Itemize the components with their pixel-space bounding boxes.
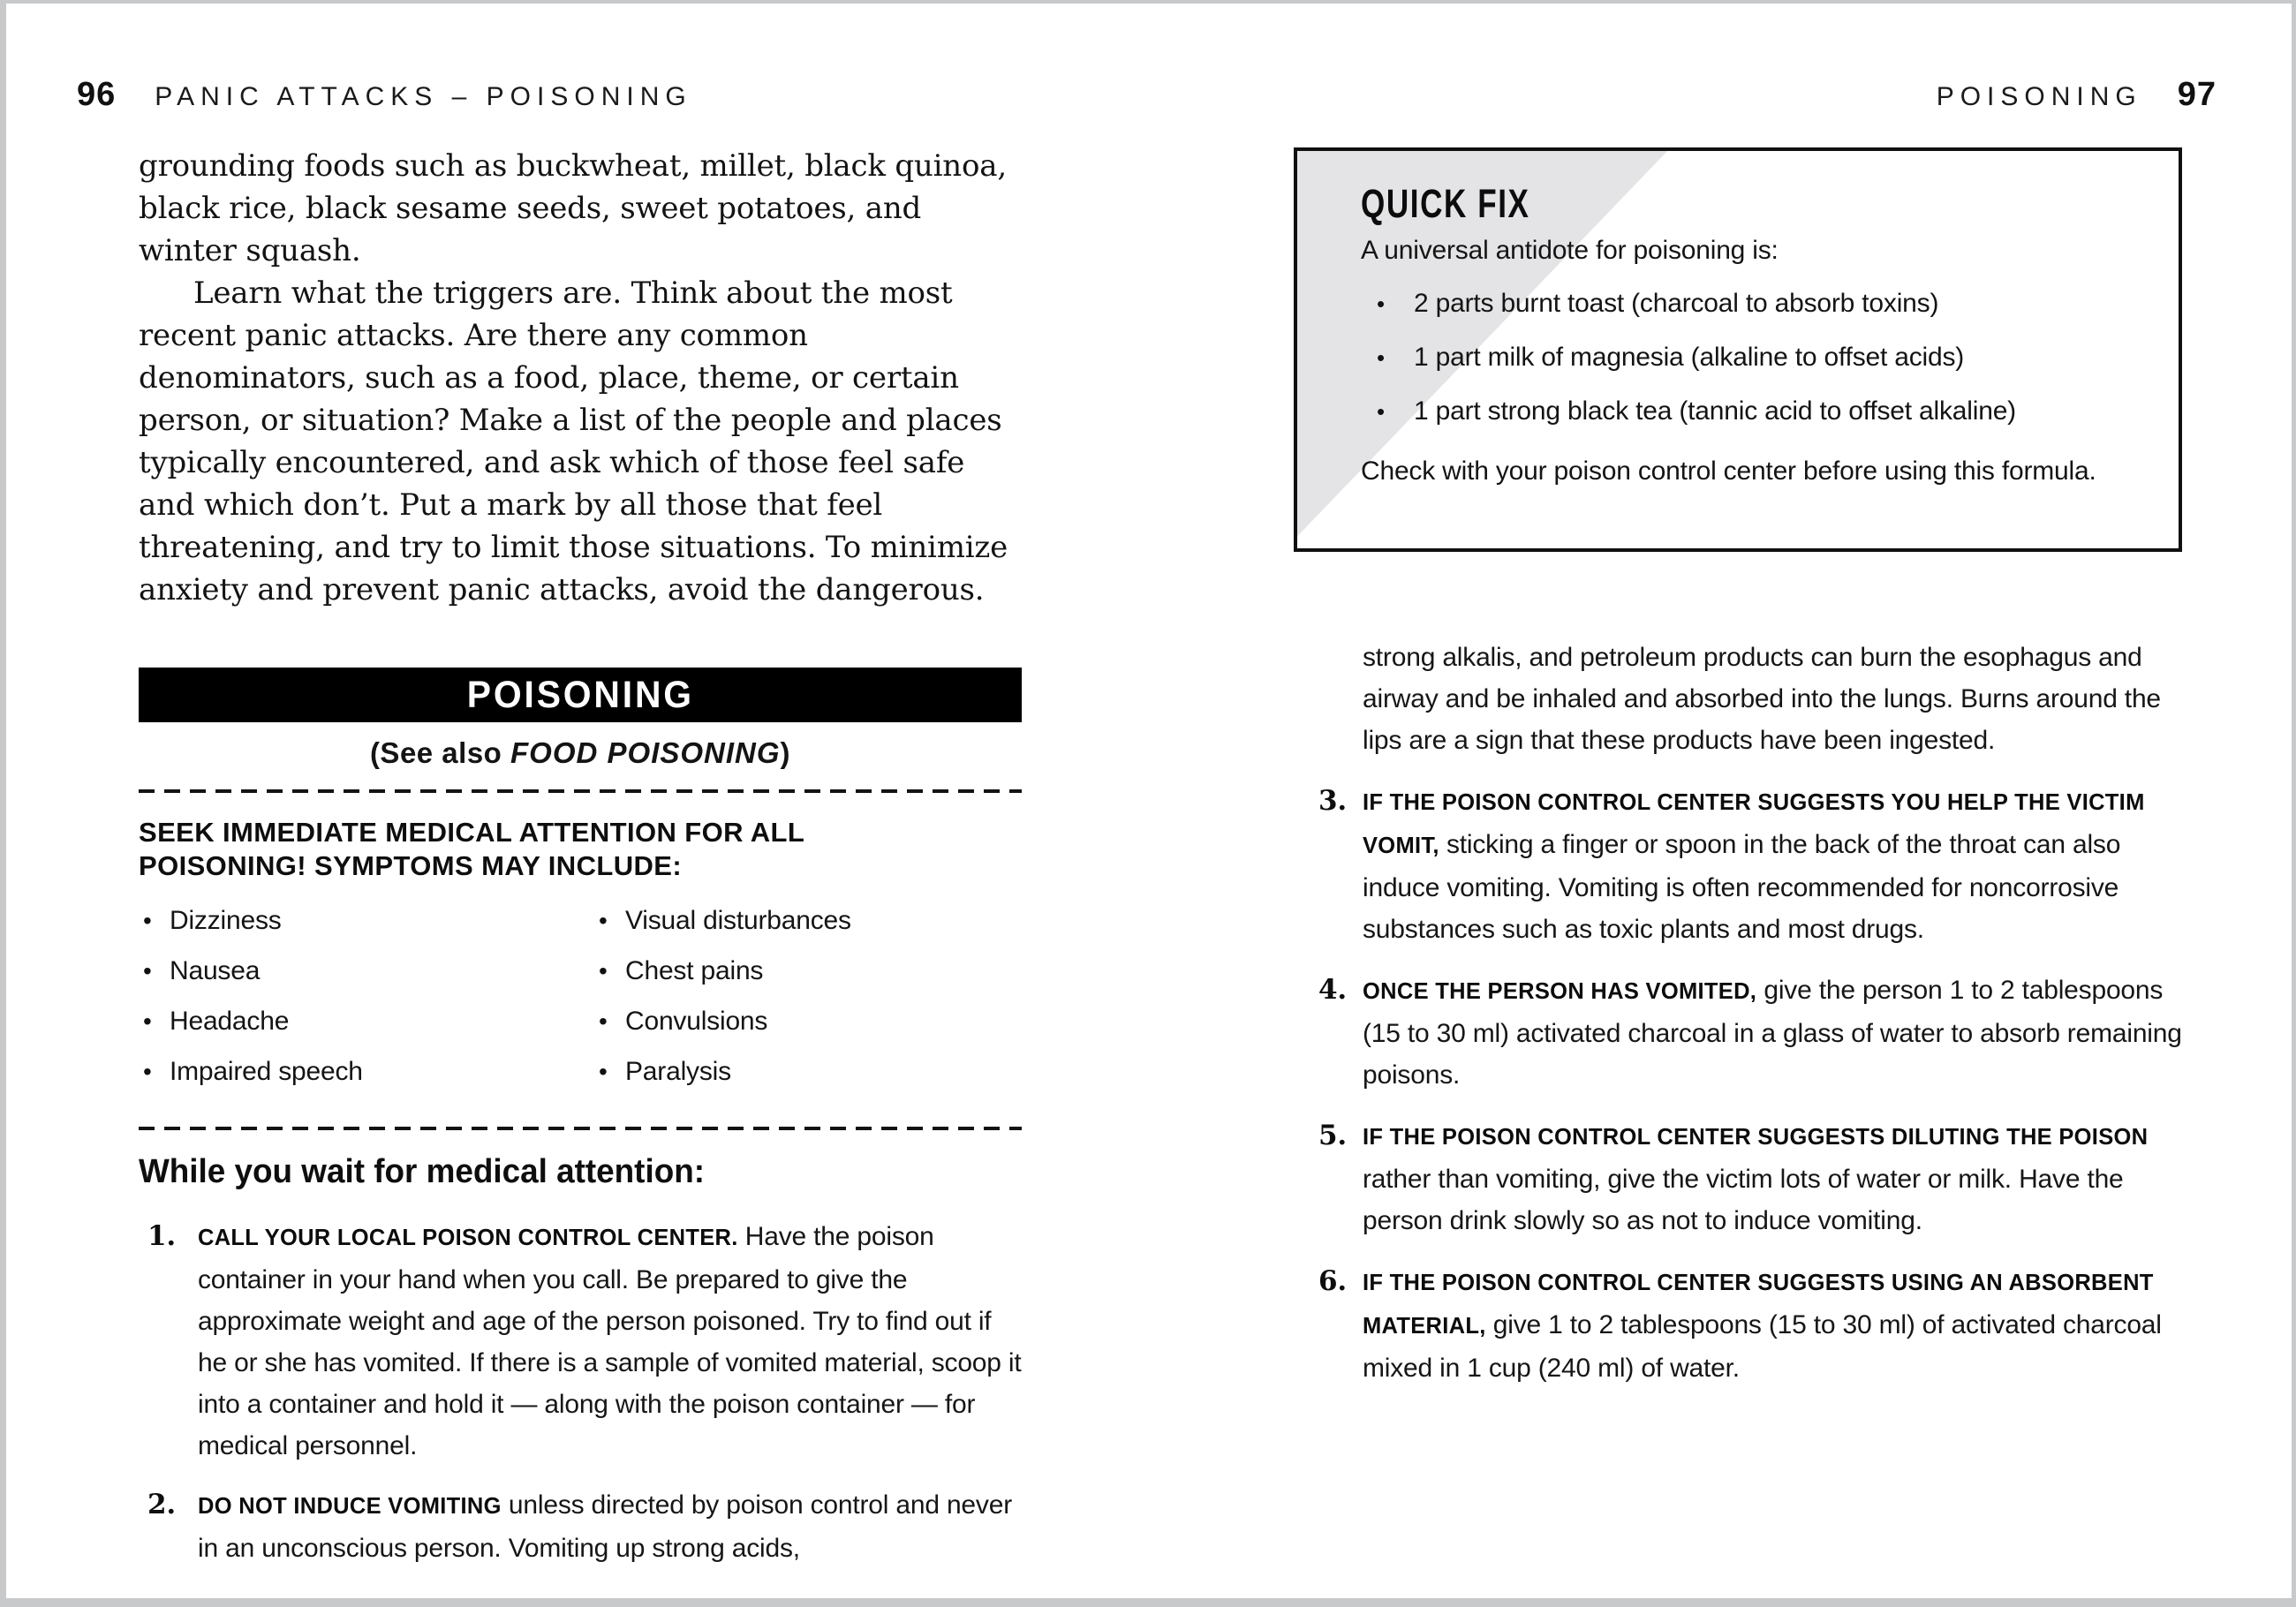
symptom-label: Impaired speech xyxy=(170,1057,363,1086)
symptom-item xyxy=(594,1007,1022,1037)
quick-fix-item xyxy=(1377,343,2147,373)
running-head-left-title: PANIC ATTACKS – POISONING xyxy=(155,82,692,111)
symptom-label: Nausea xyxy=(170,956,261,985)
step-item-6 xyxy=(1294,1261,2182,1389)
dashed-divider xyxy=(139,789,1022,793)
bullet-icon: • xyxy=(1377,290,1385,317)
running-head-left xyxy=(77,76,692,114)
bullet-icon: • xyxy=(143,907,152,934)
bullet-icon: • xyxy=(599,907,608,934)
page-number-left: 96 xyxy=(77,76,117,113)
dashed-divider xyxy=(139,1127,1022,1130)
page-97-column xyxy=(1294,147,2182,1408)
bullet-icon: • xyxy=(599,1058,608,1085)
bullet-icon: • xyxy=(1377,398,1385,425)
quick-fix-intro: A universal antidote for poisoning is: xyxy=(1361,236,1779,265)
step-2-continuation-paragraph: strong alkalis, and petroleum products can burn the esophagus and airway and be inhaled and absorbed into the lungs. Burns around the lips are a sign that these products have been ingested. xyxy=(1363,643,2161,755)
symptom-item xyxy=(139,956,594,986)
running-head-right-title: POISONING xyxy=(1936,82,2142,111)
symptom-label: Visual disturbances xyxy=(625,906,851,935)
bullet-icon: • xyxy=(143,1007,152,1035)
bullet-icon: • xyxy=(599,1007,608,1035)
symptom-item xyxy=(594,956,1022,986)
running-head-row xyxy=(77,76,2217,114)
step-lead-in: IF THE POISON CONTROL CENTER SUGGESTS USING AN ABSORBENT MATERIAL, xyxy=(1363,1271,2154,1339)
wait-heading: While you wait for medical attention: xyxy=(139,1153,706,1190)
page-number-right: 97 xyxy=(2177,76,2217,113)
quick-fix-item xyxy=(1377,396,2147,426)
see-also-note xyxy=(139,736,1022,770)
intro-paragraph-continued: grounding foods such as buckwheat, millet, black quinoa, black rice, black sesame seeds, sweet potatoes, and winter squash. xyxy=(139,148,1007,268)
symptoms-list xyxy=(139,906,1022,1107)
quick-fix-item-text: 1 part milk of magnesia (alkaline to offset acids) xyxy=(1414,343,1965,372)
bullet-icon: • xyxy=(599,957,608,985)
step-body-text: Have the poison container in your hand when you call. Be prepared to give the approximate weight and age of the person poisoned. Try to find out if he or she has vomited. If there is a sample of vomited material, scoop it into a container and hold it — along with the poison container — for medical personnel. xyxy=(198,1222,1022,1460)
step-body-text: rather than vomiting, give the victim lots of water or milk. Have the person drink slowly so as not to induce vomiting. xyxy=(1363,1165,2124,1235)
see-also-crossref: FOOD POISONING xyxy=(510,736,781,769)
symptom-label: Dizziness xyxy=(170,906,282,935)
step-number: 5. xyxy=(1318,1120,1347,1151)
running-head-right xyxy=(1937,76,2217,114)
symptom-item xyxy=(139,1007,594,1037)
step-number: 4. xyxy=(1318,974,1347,1006)
symptom-item xyxy=(139,906,594,936)
step-lead-in: CALL YOUR LOCAL POISON CONTROL CENTER. xyxy=(198,1226,738,1250)
quick-fix-item xyxy=(1377,289,2147,319)
step-item-1 xyxy=(139,1216,1022,1467)
step-item-4 xyxy=(1294,969,2182,1096)
step-item-2 xyxy=(139,1484,1022,1569)
quick-fix-list xyxy=(1361,289,2147,426)
symptom-label: Convulsions xyxy=(625,1007,768,1036)
step-lead-in: ONCE THE PERSON HAS VOMITED, xyxy=(1363,979,1757,1004)
quick-fix-box xyxy=(1294,147,2182,552)
step-body-text: give 1 to 2 tablespoons (15 to 30 ml) of activated charcoal mixed in 1 cup (240 ml) of water. xyxy=(1363,1310,2162,1383)
step-body-text: give the person 1 to 2 tablespoons (15 to 30 ml) activated charcoal in a glass of water to absorb remaining poisons. xyxy=(1363,976,2182,1090)
step-item-5 xyxy=(1294,1115,2182,1241)
step-lead-in: IF THE POISON CONTROL CENTER SUGGESTS YOU HELP THE VICTIM VOMIT, xyxy=(1363,790,2145,858)
step-body-text: sticking a finger or spoon in the back of the throat can also induce vomiting. Vomiting is often recommended for noncorrosive substances such as toxic plants and most drugs. xyxy=(1363,830,2121,944)
symptom-label: Paralysis xyxy=(625,1057,731,1086)
steps-list-3-6 xyxy=(1294,781,2182,1389)
section-title: POISONING xyxy=(466,673,694,716)
step-number: 3. xyxy=(1318,785,1347,817)
bullet-icon: • xyxy=(1377,344,1385,371)
symptoms-column-left xyxy=(139,906,594,1107)
quick-fix-item-text: 2 parts burnt toast (charcoal to absorb toxins) xyxy=(1414,289,1939,318)
quick-fix-content xyxy=(1297,151,2179,492)
step-number: 1. xyxy=(147,1220,176,1252)
quick-fix-title: QUICK FIX xyxy=(1361,181,1530,226)
symptom-label: Chest pains xyxy=(625,956,764,985)
bullet-icon: • xyxy=(143,1058,152,1085)
see-also-suffix: ) xyxy=(780,736,791,769)
step-lead-in: DO NOT INDUCE VOMITING xyxy=(198,1494,502,1519)
page-spread-paper xyxy=(6,4,2292,1598)
symptoms-column-right xyxy=(594,906,1022,1107)
intro-paragraph-triggers: Learn what the triggers are. Think about the most recent panic attacks. Are there any common denominators, such as a food, place, theme, or certain person, or situation? Make a list of the people and places typically encountered, and ask which of those feel safe and which don’t. Put a mark by all those that feel threatening, and try to limit those situations. To minimize anxiety and prevent panic attacks, avoid the dangerous. xyxy=(139,275,1008,607)
quick-fix-item-text: 1 part strong black tea (tannic acid to offset alkaline) xyxy=(1414,396,2016,426)
step-lead-in: IF THE POISON CONTROL CENTER SUGGESTS DILUTING THE POISON xyxy=(1363,1125,2149,1150)
symptom-label: Headache xyxy=(170,1007,290,1036)
symptom-item xyxy=(594,1057,1022,1087)
steps-list-1-2 xyxy=(139,1216,1022,1569)
quick-fix-note: Check with your poison control center before using this formula. xyxy=(1361,456,2096,486)
symptoms-heading: SEEK IMMEDIATE MEDICAL ATTENTION FOR ALL POISONING! SYMPTOMS MAY INCLUDE: xyxy=(139,817,804,881)
section-banner xyxy=(139,668,1022,722)
page-96-column xyxy=(139,145,1022,1587)
step-number: 6. xyxy=(1318,1265,1347,1297)
step-body-text: unless directed by poison control and never in an unconscious person. Vomiting up strong acids, xyxy=(198,1490,1012,1563)
symptom-item xyxy=(139,1057,594,1087)
symptom-item xyxy=(594,906,1022,936)
bullet-icon: • xyxy=(143,957,152,985)
step-number: 2. xyxy=(147,1489,176,1520)
step-item-3 xyxy=(1294,781,2182,950)
see-also-prefix: (See also xyxy=(369,736,511,769)
